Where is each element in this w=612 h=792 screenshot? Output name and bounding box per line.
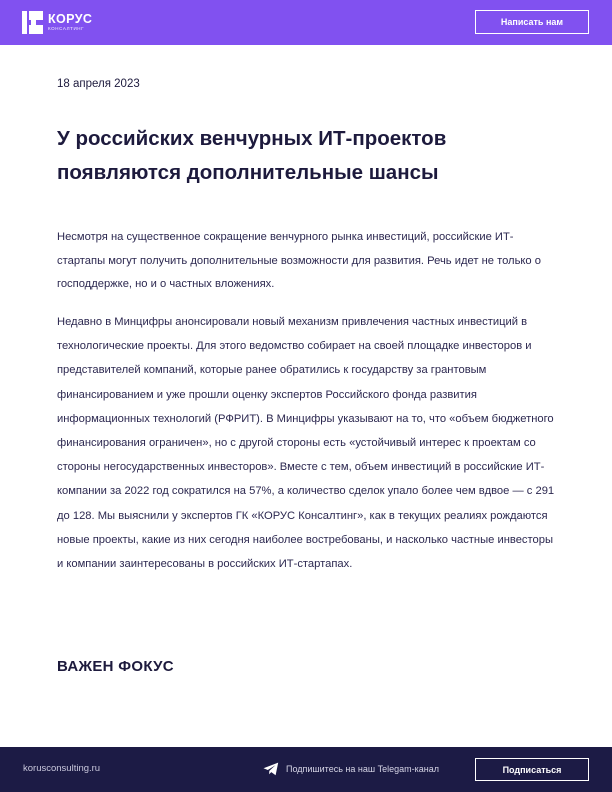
telegram-promo[interactable] — [263, 762, 439, 776]
section-heading: ВАЖЕН ФОКУС — [57, 658, 174, 675]
subscribe-button[interactable]: Подписаться — [475, 758, 589, 781]
telegram-label: Подпишитесь на наш Telegam-канал — [286, 764, 439, 774]
logo-subtitle: КОНСАЛТИНГ — [48, 26, 85, 31]
article-title: У российских венчурных ИТ-проектов появляются дополнительные шансы — [57, 127, 447, 184]
company-logo[interactable] — [22, 11, 92, 34]
top-bar — [0, 0, 612, 45]
korus-logo-icon — [22, 11, 43, 34]
contact-us-button[interactable]: Написать нам — [475, 10, 589, 34]
article-lead-paragraph: Несмотря на существенное сокращение венчурного рынка инвестиций, российские ИТ-стартапы могут получить дополнительные возможности для развития. Речь идет не только о господдержке, но и о частных вложениях. — [57, 231, 541, 290]
article-date: 18 апреля 2023 — [57, 78, 140, 90]
footer-bar — [0, 747, 612, 792]
website-link[interactable]: korusconsulting.ru — [23, 763, 101, 774]
telegram-icon — [263, 762, 279, 776]
article-body-paragraph: Недавно в Минцифры анонсировали новый механизм привлечения частных инвестиций в технологические проекты. Для этого ведомство собирает на своей площадке инвесторов и представителей компаний, которые ранее обратились к государству за грантовым финансированием и уже прошли оценку экспертов Российского фонда развития информационных технологий (РФРИТ). В Минцифры указывают на то, что «объем бюджетного финансирования ограничен», но с другой стороны есть «устойчивый интерес к проектам со стороны негосударственных инвесторов». Вместе с тем, объем инвестиций в российские ИТ-компании за 2022 год сократился на 57%, а количество сделок упало более чем вдвое — с 291 до 128. Мы выяснили у экспертов ГК «КОРУС Консалтинг», как в текущих реалиях рождаются новые проекты, какие из них сегодня наиболее востребованы, и насколько частные инвесторы и компании заинтересованы в российских ИТ-стартапах. — [57, 316, 555, 571]
logo-wordmark — [48, 13, 92, 32]
logo-name: КОРУС — [48, 12, 93, 26]
